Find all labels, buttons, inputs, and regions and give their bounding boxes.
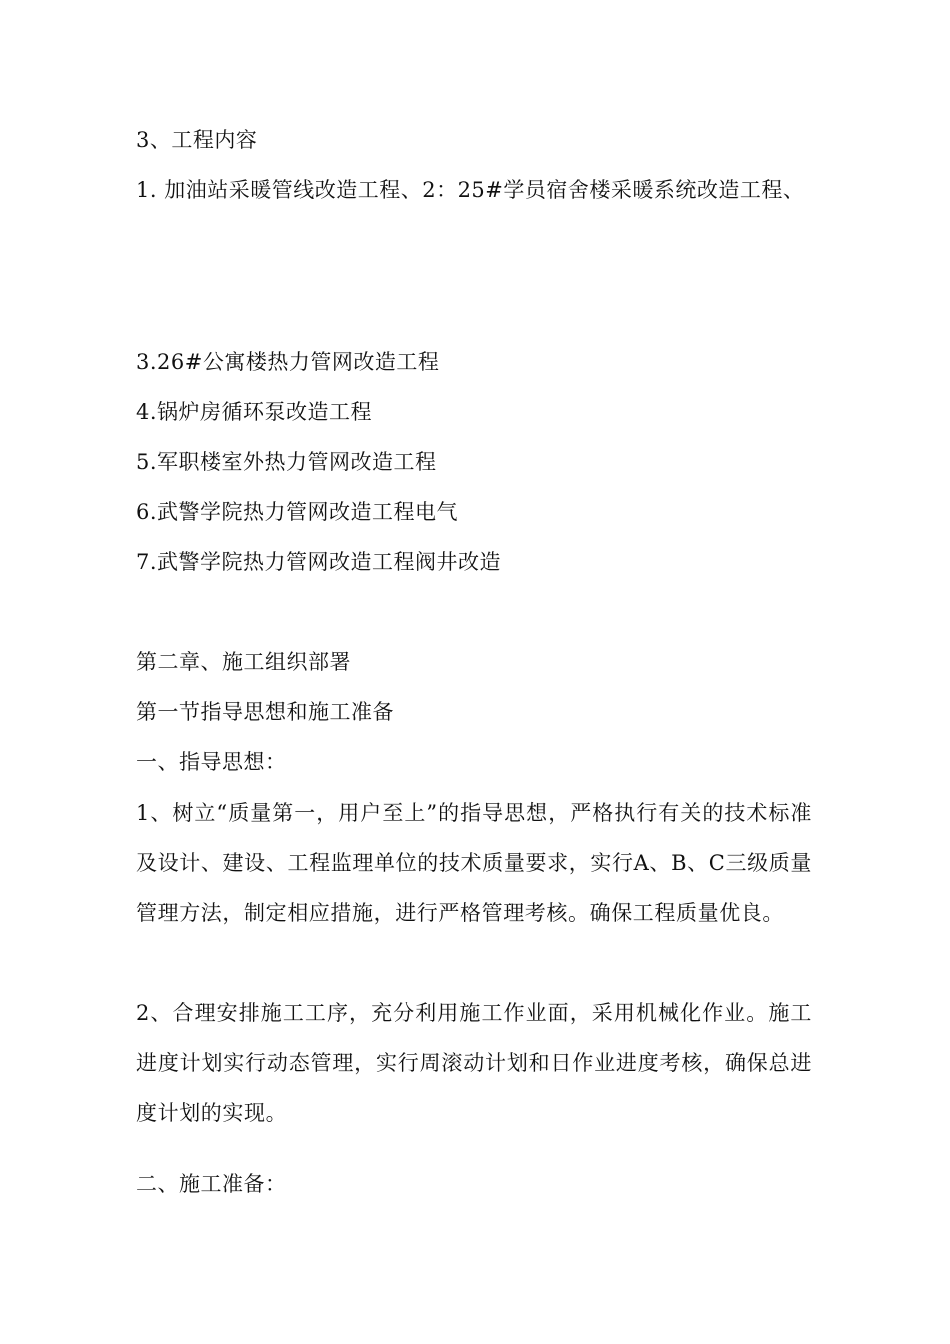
project-item-6: 6.武警学院热力管网改造工程电气 bbox=[136, 500, 459, 524]
paragraph-schedule: 2、合理安排施工工序，充分利用施工作业面，采用机械化作业。施工进度计划实行动态管理，实行周滚动计划和日作业进度考核，确保总进度计划的实现。 bbox=[136, 1001, 812, 1125]
subsection-title-preparation: 二、施工准备： bbox=[136, 1172, 287, 1196]
chapter-title: 第二章、施工组织部署 bbox=[136, 650, 351, 674]
project-item-4: 4.锅炉房循环泵改造工程 bbox=[136, 400, 373, 424]
project-item-3: 3.26#公寓楼热力管网改造工程 bbox=[136, 350, 440, 374]
subsection-title-guiding-idea: 一、指导思想： bbox=[136, 750, 287, 774]
project-item-5: 5.军职楼室外热力管网改造工程 bbox=[136, 450, 437, 474]
project-item-1-2: 1. 加油站采暖管线改造工程、2：25#学员宿舍楼采暖系统改造工程、 bbox=[136, 178, 805, 202]
paragraph-quality: 1、树立“质量第一，用户至上”的指导思想，严格执行有关的技术标准及设计、建设、工程监理单位的技术质量要求，实行A、B、C三级质量管理方法，制定相应措施，进行严格管理考核。确保工程质量优良。 bbox=[136, 801, 812, 925]
project-item-7: 7.武警学院热力管网改造工程阀井改造 bbox=[136, 550, 502, 574]
section-title: 第一节指导思想和施工准备 bbox=[136, 700, 394, 724]
section-heading-project-content: 3、工程内容 bbox=[136, 128, 258, 152]
